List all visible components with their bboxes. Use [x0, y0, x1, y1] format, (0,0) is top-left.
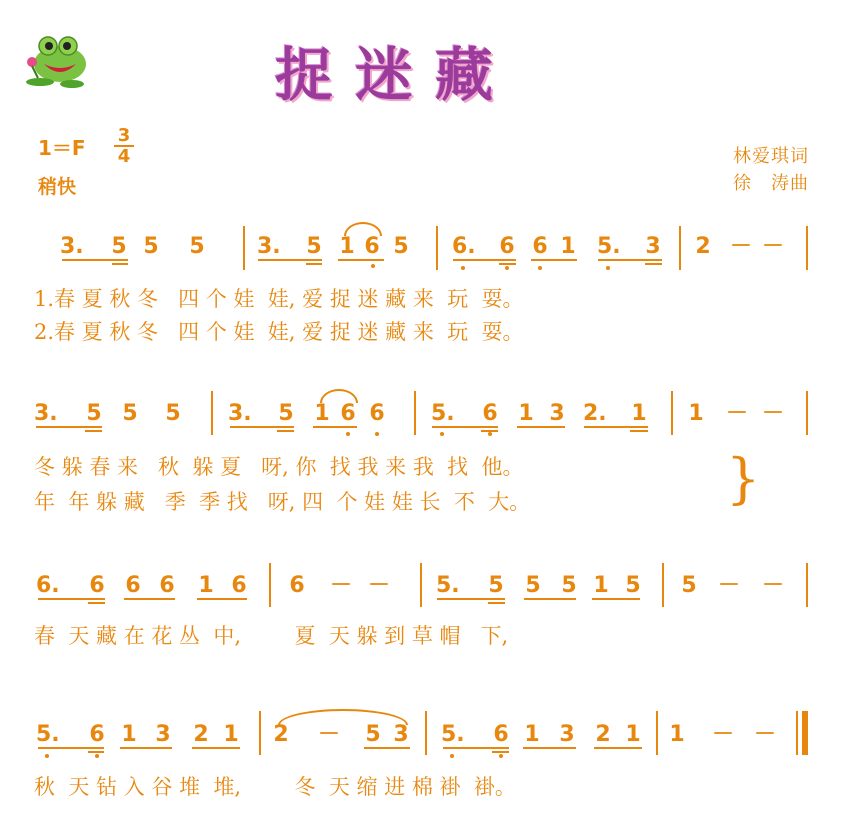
underline	[277, 430, 294, 432]
note: 5.	[597, 234, 621, 259]
bar-line	[796, 711, 798, 755]
note: 6	[532, 234, 548, 259]
lyric-line: 2.春 夏 秋 冬 四 个 娃 娃, 爱 捉 迷 藏 来 玩 耍。	[34, 320, 524, 344]
lyric-line: 春 天 藏 在 花 丛 中, 夏 天 躲 到 草 帽 下,	[34, 624, 509, 648]
note: 1	[121, 722, 137, 747]
note: 5	[681, 573, 697, 598]
bar-line	[420, 563, 422, 607]
note: 6	[159, 573, 175, 598]
low-dot	[45, 754, 49, 758]
time-signature	[113, 127, 135, 165]
note: 5	[306, 234, 322, 259]
note: 6	[364, 234, 380, 259]
note: 5	[143, 234, 159, 259]
note: －	[330, 573, 353, 598]
note: 2	[273, 722, 289, 747]
low-dot	[375, 432, 379, 436]
bar-line	[806, 391, 808, 435]
note: 1	[631, 401, 647, 426]
low-dot	[505, 266, 509, 270]
underline	[258, 259, 322, 261]
underline	[197, 598, 247, 600]
note: 1	[198, 573, 214, 598]
underline	[88, 751, 104, 753]
underline	[437, 598, 505, 600]
key-text: 1＝F	[38, 136, 86, 160]
low-dot	[450, 754, 454, 758]
note: 5	[111, 234, 127, 259]
underline	[88, 602, 105, 604]
note: －	[318, 722, 341, 747]
note: 1	[593, 573, 609, 598]
bar-line	[806, 226, 808, 270]
underline	[488, 602, 505, 604]
low-dot	[371, 264, 375, 268]
time-sig-top: 3	[117, 125, 131, 146]
note: 5	[393, 234, 409, 259]
composer-credit: 徐 涛曲	[733, 173, 809, 194]
time-sig-bottom: 4	[117, 146, 131, 167]
note: 5	[488, 573, 504, 598]
note: 5	[561, 573, 577, 598]
underline	[38, 747, 104, 749]
song-title: 捉迷藏	[274, 41, 515, 109]
final-bar-line	[802, 711, 808, 755]
note: 3.	[60, 234, 84, 259]
note: 6	[89, 573, 105, 598]
note: 5	[122, 401, 138, 426]
note: 6.	[452, 234, 476, 259]
low-dot	[95, 754, 99, 758]
underline	[112, 263, 128, 265]
note: 3	[549, 401, 565, 426]
note: 2	[193, 722, 209, 747]
bar-line	[656, 711, 658, 755]
bar-line	[436, 226, 438, 270]
note: －	[730, 234, 753, 259]
bar-line	[243, 226, 245, 270]
underline	[230, 426, 294, 428]
underline	[645, 263, 662, 265]
note: 6	[482, 401, 498, 426]
underline	[453, 259, 516, 261]
underline	[364, 747, 410, 749]
note: 5	[525, 573, 541, 598]
note: 6	[499, 234, 515, 259]
note: 5	[86, 401, 102, 426]
underline	[36, 426, 102, 428]
note: 1	[560, 234, 576, 259]
bar-line	[806, 563, 808, 607]
note: 1	[314, 401, 330, 426]
underline	[531, 259, 577, 261]
bar-line	[671, 391, 673, 435]
lyric-line: 年 年 躲 藏 季 季 找 呀, 四 个 娃 娃 长 不 大。	[34, 490, 531, 514]
note: 6	[340, 401, 356, 426]
note: 5	[165, 401, 181, 426]
note: 5.	[436, 573, 460, 598]
underline	[630, 430, 648, 432]
underline	[584, 426, 648, 428]
low-dot	[346, 432, 350, 436]
note: 2	[595, 722, 611, 747]
underline	[499, 263, 516, 265]
underline	[62, 259, 128, 261]
note: 3.	[228, 401, 252, 426]
note: －	[726, 401, 749, 426]
underline	[38, 598, 105, 600]
underline	[598, 259, 662, 261]
note: 3.	[34, 401, 58, 426]
lyric-line: 1.春 夏 秋 冬 四 个 娃 娃, 爱 捉 迷 藏 来 玩 耍。	[34, 287, 524, 311]
note: 5	[625, 573, 641, 598]
note: 1	[339, 234, 355, 259]
note: 3	[393, 722, 409, 747]
note: 6.	[36, 573, 60, 598]
underline	[120, 747, 172, 749]
note: 6	[125, 573, 141, 598]
note: 1	[524, 722, 540, 747]
note: 5	[365, 722, 381, 747]
note: 5.	[441, 722, 465, 747]
slur	[320, 389, 358, 403]
frog-logo-icon	[22, 32, 90, 94]
slur	[344, 222, 382, 236]
low-dot	[538, 266, 542, 270]
note: 2	[695, 234, 711, 259]
low-dot	[488, 432, 492, 436]
underline	[338, 259, 384, 261]
bar-line	[679, 226, 681, 270]
note: 1	[625, 722, 641, 747]
note: 6	[89, 722, 105, 747]
key-signature	[38, 132, 86, 161]
tempo-marking: 稍快	[38, 176, 77, 198]
low-dot	[606, 266, 610, 270]
note: －	[762, 573, 785, 598]
underline	[523, 747, 576, 749]
note: 3	[559, 722, 575, 747]
note: 1	[669, 722, 685, 747]
note: 5.	[36, 722, 60, 747]
note: 2.	[583, 401, 607, 426]
note: －	[762, 401, 785, 426]
note: 6	[231, 573, 247, 598]
bar-line	[414, 391, 416, 435]
bar-line	[259, 711, 261, 755]
brace: }	[726, 447, 761, 510]
note: 1	[688, 401, 704, 426]
underline	[313, 426, 357, 428]
underline	[594, 747, 642, 749]
tie	[278, 709, 408, 725]
underline	[592, 598, 640, 600]
note: －	[712, 722, 735, 747]
note: 6	[289, 573, 305, 598]
note: 5	[189, 234, 205, 259]
note: 3	[155, 722, 171, 747]
note: －	[718, 573, 741, 598]
low-dot	[499, 754, 503, 758]
underline	[492, 751, 509, 753]
underline	[85, 430, 102, 432]
note: 1	[223, 722, 239, 747]
note: －	[754, 722, 777, 747]
note: 3.	[257, 234, 281, 259]
lyric-line: 秋 天 钻 入 谷 堆 堆, 冬 天 缩 进 棉 褂 褂。	[34, 775, 516, 799]
bar-line	[425, 711, 427, 755]
underline	[443, 747, 509, 749]
underline	[124, 598, 175, 600]
underline	[306, 263, 322, 265]
bar-line	[211, 391, 213, 435]
note: 1	[518, 401, 534, 426]
lyric-line: 冬 躲 春 来 秋 躲 夏 呀, 你 找 我 来 我 找 他。	[34, 455, 524, 479]
low-dot	[461, 266, 465, 270]
lyricist-credit: 林爱琪词	[733, 146, 809, 167]
note: －	[368, 573, 391, 598]
underline	[192, 747, 240, 749]
note: 5	[278, 401, 294, 426]
note: 6	[493, 722, 509, 747]
note: －	[762, 234, 785, 259]
low-dot	[440, 432, 444, 436]
note: 5.	[431, 401, 455, 426]
note: 6	[369, 401, 385, 426]
bar-line	[662, 563, 664, 607]
underline	[517, 426, 565, 428]
underline	[524, 598, 576, 600]
bar-line	[269, 563, 271, 607]
note: 3	[645, 234, 661, 259]
underline	[432, 426, 498, 428]
